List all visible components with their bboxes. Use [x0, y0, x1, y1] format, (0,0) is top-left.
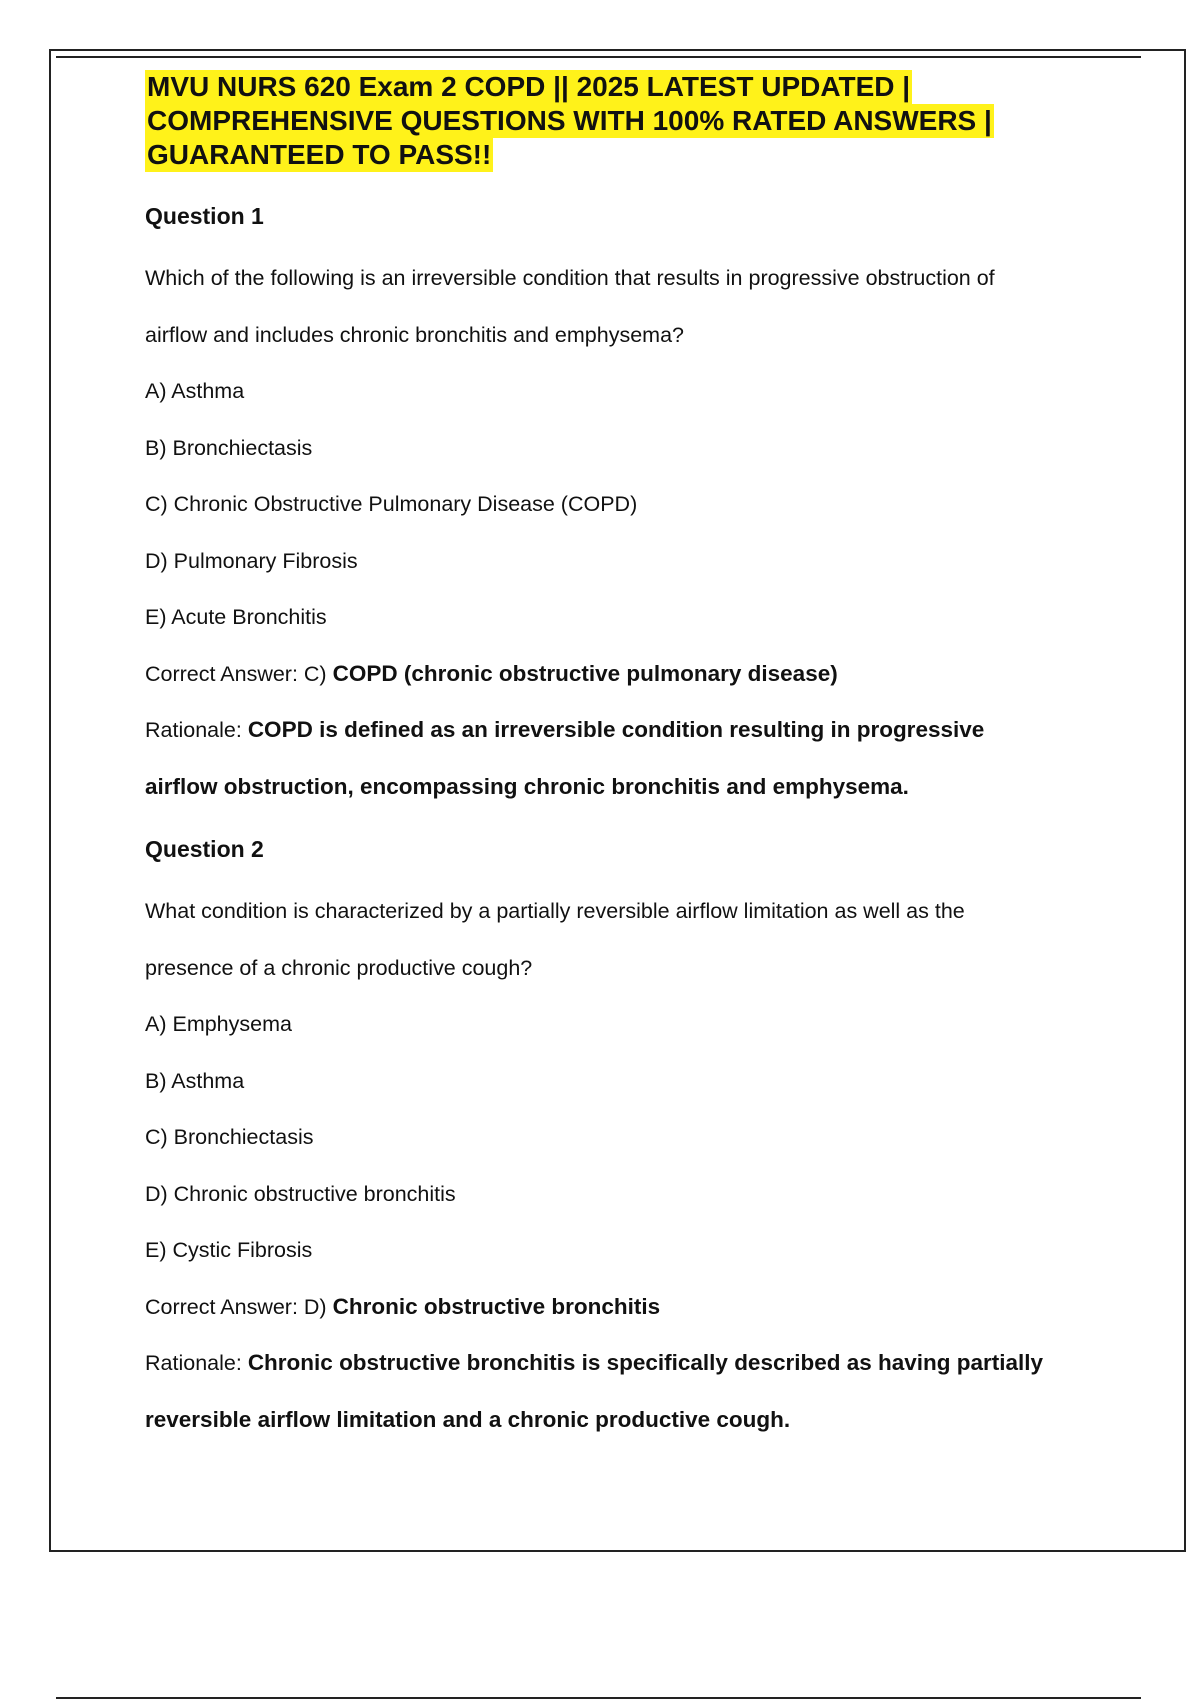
question-stem-line: Which of the following is an irreversible condition that results in progressive obstruction of — [145, 266, 995, 290]
rationale-text: reversible airflow limitation and a chronic productive cough. — [145, 1406, 791, 1432]
question-heading: Question 1 — [145, 203, 264, 229]
rationale — [145, 702, 1105, 759]
rationale-text: Chronic obstructive bronchitis is specifically described as having partially — [247, 1350, 1044, 1375]
question-2 — [145, 829, 1105, 1448]
option-c: C) Chronic Obstructive Pulmonary Disease (COPD) — [145, 492, 638, 516]
title-line-3: GUARANTEED TO PASS!! — [147, 139, 492, 170]
option-d: D) Pulmonary Fibrosis — [145, 548, 358, 573]
rationale-label: Rationale: — [145, 1351, 242, 1375]
rationale-continued — [145, 759, 1105, 816]
option-c: C) Bronchiectasis — [145, 1125, 314, 1149]
document-body — [145, 70, 1105, 1448]
answer-text: Chronic obstructive bronchitis — [332, 1293, 661, 1319]
question-stem-line: airflow and includes chronic bronchitis and emphysema? — [145, 322, 684, 347]
answer-label: Correct Answer: C) — [145, 661, 327, 686]
correct-answer — [145, 1279, 1105, 1336]
rationale-text: COPD is defined as an irreversible condition resulting in progressive — [247, 717, 985, 742]
option-d: D) Chronic obstructive bronchitis — [145, 1181, 456, 1206]
title-line-1: MVU NURS 620 Exam 2 COPD || 2025 LATEST UPDATED | — [147, 71, 911, 102]
correct-answer — [145, 646, 1105, 703]
rationale — [145, 1335, 1105, 1392]
document-title — [145, 70, 1105, 172]
title-line-2: COMPREHENSIVE QUESTIONS WITH 100% RATED ANSWERS | — [147, 105, 992, 136]
question-stem-line: presence of a chronic productive cough? — [145, 955, 533, 980]
question-1 — [145, 196, 1105, 815]
option-b: B) Asthma — [145, 1068, 245, 1093]
option-b: B) Bronchiectasis — [145, 435, 313, 460]
question-stem-line: What condition is characterized by a partially reversible airflow limitation as well as the — [145, 899, 965, 923]
option-e: E) Acute Bronchitis — [145, 605, 327, 629]
answer-text: COPD (chronic obstructive pulmonary disease) — [332, 660, 838, 686]
bottom-rule — [56, 1697, 1141, 1699]
rationale-text: airflow obstruction, encompassing chronic bronchitis and emphysema. — [145, 773, 909, 799]
option-a: A) Asthma — [145, 379, 245, 403]
rationale-continued — [145, 1392, 1105, 1449]
question-heading: Question 2 — [145, 836, 264, 862]
answer-label: Correct Answer: D) — [145, 1294, 327, 1319]
option-a: A) Emphysema — [145, 1012, 292, 1036]
option-e: E) Cystic Fibrosis — [145, 1238, 313, 1262]
top-rule — [56, 56, 1141, 58]
rationale-label: Rationale: — [145, 718, 242, 742]
